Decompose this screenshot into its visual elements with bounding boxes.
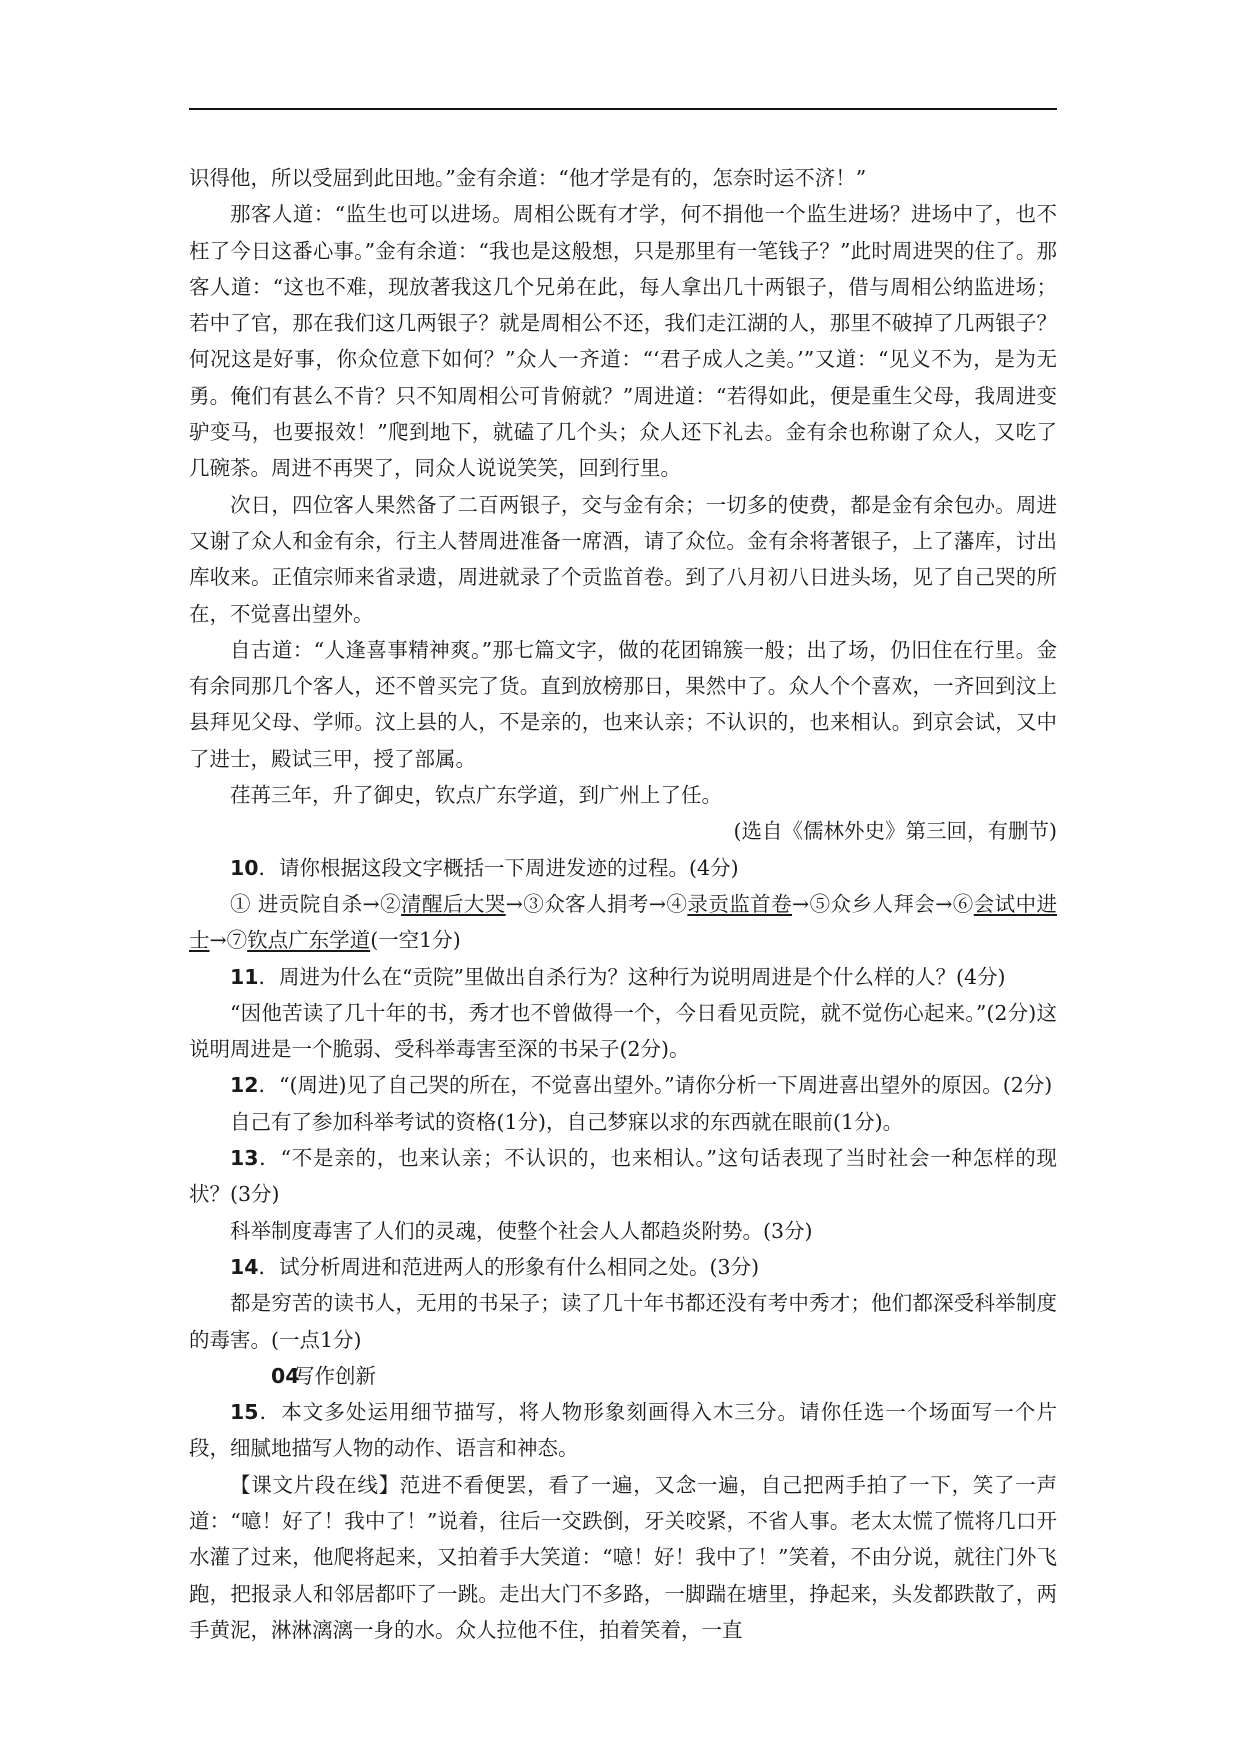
question-number: 10 xyxy=(230,855,259,880)
question-text: ．周进为什么在“贡院”里做出自杀行为？这种行为说明周进是个什么样的人？(4分) xyxy=(258,964,1006,989)
answer-blank: 录贡监首卷 xyxy=(687,891,793,916)
answer-12: 自己有了参加科举考试的资格(1分)，自己梦寐以求的东西就在眼前(1分)。 xyxy=(230,1109,904,1134)
answer-blank: 清醒后大哭 xyxy=(401,891,506,916)
question-number: 13 xyxy=(230,1146,259,1171)
story-paragraph-2: 那客人道：“监生也可以进场。周相公既有才学，何不捐他一个监生进场？进场中了，也不枉了今日这番心事。”金有余道：“我也是这般想，只是那里有一笔钱子？”此时周进哭的住了。那客人道：“这也不难，现放著我这几个兄弟在此，每人拿出几十两银子，借与周相公纳监进场；若中了官，那在我们这几两银子？就是周相公不还，我们走江湖的人，那里不破掉了几两银子？何况这是好事，你众位意下如何？”众人一齐道：“‘君子成人之美。’”又道：“见义不为，是为无勇。俺们有甚么不肯？只不知周相公可肯俯就？”周进道：“若得如此，便是重生父母，我周进变驴变马，也要报效！”爬到地下，就磕了几个头；众人还下礼去。金有余也称谢了众人，又吃了几碗茶。周进不再哭了，同众人说说笑笑，回到行里。 xyxy=(189,202,1057,481)
story-paragraph-1: 识得他，所以受屈到此田地。”金有余道：“他才学是有的，怎奈时运不济！” xyxy=(189,166,867,190)
question-14 xyxy=(189,1249,1057,1285)
answer-14: 都是穷苦的读书人，无用的书呆子；读了几十年书都还没有考中秀才；他们都深受科举制度的毒害。(一点1分) xyxy=(189,1291,1057,1352)
answer-blank: 会试中进士 xyxy=(189,891,1058,953)
page-content xyxy=(189,160,1057,1648)
question-text: ．“不是亲的，也来认亲；不认识的，也来相认。”这句话表现了当时社会一种怎样的现状？(3分) xyxy=(189,1146,1057,1207)
source-citation: (选自《儒林外史》第三回，有删节) xyxy=(733,819,1057,844)
question-12 xyxy=(189,1067,1057,1103)
question-number: 14 xyxy=(230,1254,259,1279)
answer-text: →③众客人捐考→④ xyxy=(505,891,688,916)
question-number: 11 xyxy=(230,964,259,989)
excerpt-paragraph: 【课文片段在线】范进不看便罢，看了一遍，又念一遍，自己把两手拍了一下，笑了一声道：“噫！好了！我中了！”说着，往后一交跌倒，牙关咬紧，不省人事。老太太慌了慌将几口开水灌了过来，他爬将起来，又拍着手大笑道：“噫！好！我中了！”笑着，不由分说，就往门外飞跑，把报录人和邻居都吓了一跳。走出大门不多路，一脚踹在塘里，挣起来，头发都跌散了，两手黄泥，淋淋漓漓一身的水。众人拉他不住，拍着笑着，一直 xyxy=(189,1472,1057,1642)
answer-text: ① 进贡院自杀→② xyxy=(230,891,402,916)
answer-11: “因他苦读了几十年的书，秀才也不曾做得一个，今日看见贡院，就不觉伤心起来。”(2分)这说明周进是一个脆弱、受科举毒害至深的书呆子(2分)。 xyxy=(189,1000,1057,1062)
question-13 xyxy=(189,1140,1057,1213)
section-heading xyxy=(189,1358,1057,1394)
question-11 xyxy=(189,959,1057,995)
question-text: ．试分析周进和范进两人的形象有什么相同之处。(3分) xyxy=(258,1254,760,1279)
header-rule xyxy=(189,108,1057,110)
question-10 xyxy=(189,850,1057,886)
question-text: ．请你根据这段文字概括一下周进发迹的过程。(4分) xyxy=(258,855,739,880)
story-paragraph-4: 自古道：“人逢喜事精神爽。”那七篇文字，做的花团锦簇一般；出了场，仍旧住在行里。金有余同那几个客人，还不曾买完了货。直到放榜那日，果然中了。众人个个喜欢，一齐回到汶上县拜见父母、学师。汶上县的人，不是亲的，也来认亲；不认识的，也来相认。到京会试，又中了进士，殿试三甲，授了部属。 xyxy=(189,637,1057,771)
question-number: 12 xyxy=(230,1073,259,1098)
answer-10 xyxy=(189,886,1057,959)
answer-text: →⑤众乡人拜会→⑥ xyxy=(792,891,974,916)
answer-blank: 钦点广东学道 xyxy=(247,928,371,953)
section-number: 04 xyxy=(271,1363,300,1388)
question-number: 15 xyxy=(230,1400,259,1425)
question-text: ．“(周进)见了自己哭的所在，不觉喜出望外。”请你分析一下周进喜出望外的原因。(2分) xyxy=(258,1073,1053,1098)
section-title: 写作创新 xyxy=(294,1363,376,1388)
answer-text: →⑦ xyxy=(209,928,248,953)
answer-score: (一空1分) xyxy=(370,928,461,953)
answer-13: 科举制度毒害了人们的灵魂，使整个社会人人都趋炎附势。(3分) xyxy=(230,1218,813,1243)
story-paragraph-5: 荏苒三年，升了御史，钦点广东学道，到广州上了任。 xyxy=(230,783,722,808)
question-15 xyxy=(189,1394,1057,1467)
question-text: ．本文多处运用细节描写，将人物形象刻画得入木三分。请你任选一个场面写一个片段，细腻地描写人物的动作、语言和神态。 xyxy=(189,1400,1057,1461)
story-paragraph-3: 次日，四位客人果然备了二百两银子，交与金有余；一切多的使费，都是金有余包办。周进又谢了众人和金有余，行主人替周进准备一席酒，请了众位。金有余将著银子，上了藩库，讨出库收来。正值宗师来省录遗，周进就录了个贡监首卷。到了八月初八日进头场，见了自己哭的所在，不觉喜出望外。 xyxy=(189,492,1057,626)
